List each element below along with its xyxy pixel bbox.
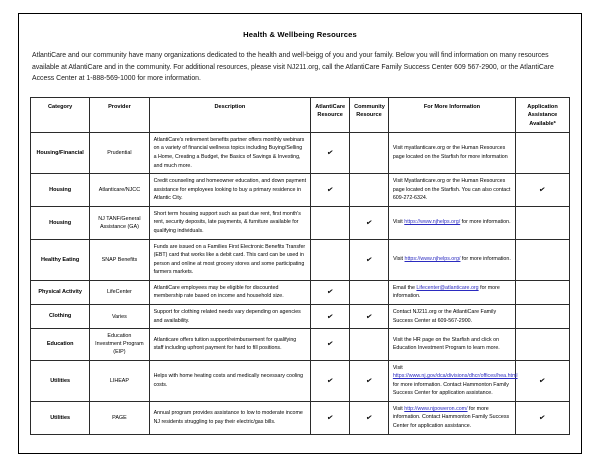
column-header-provider: Provider [90,97,149,132]
info-text-suffix: for more information. [392,284,500,300]
cell-community-resource-checkmark [350,174,389,207]
info-text-prefix: Visit [393,256,405,263]
checkmark-icon: ✔ [538,375,547,386]
cell-application-assistance-checkmark [516,401,570,434]
column-header-atlanticare-resource: AtlantiCare Resource [311,97,350,132]
cell-provider: Education Investment Program (EIP) [90,329,149,360]
cell-category: Utilities [31,401,90,434]
cell-provider: NJ TANF/General Assistance (GA) [90,206,149,239]
checkmark-icon: ✔ [538,412,547,423]
cell-application-assistance-checkmark [516,360,570,401]
table-body [31,132,570,434]
cell-atlanticare-resource-checkmark [311,401,350,434]
cell-atlanticare-resource-checkmark [311,174,350,207]
table-row [31,305,570,329]
cell-community-resource-checkmark [350,280,389,304]
table-row [31,360,570,401]
cell-atlanticare-resource-checkmark [311,239,350,280]
column-header-community-resource: Community Resource [350,97,389,132]
checkmark-icon: ✔ [326,412,334,423]
table-row [31,280,570,304]
cell-atlanticare-resource-checkmark [311,329,350,360]
info-text-prefix: Contact NJ211.org or the AtlantiCare Family Success Center at 609-567-2900. [392,309,497,324]
cell-category: Housing [31,174,90,207]
checkmark-icon: ✔ [326,311,334,322]
cell-description: Credit counseling and homeowner education, and down payment assistance for employees looking to buy a primary residence in Atlantic City. [149,174,311,207]
info-link[interactable]: http://www.njpoweron.com/ [404,405,468,412]
cell-more-information [388,239,515,280]
table-header-row [31,97,570,132]
column-header-category: Category [31,97,90,132]
cell-category: Healthy Eating [31,239,90,280]
cell-application-assistance-checkmark [516,305,570,329]
cell-community-resource-checkmark [350,329,389,360]
cell-category: Physical Activity [31,280,90,304]
cell-description: AtlantiCare employees may be eligible for discounted membership rate based on income and household size. [149,280,311,304]
checkmark-icon: ✔ [326,184,334,195]
cell-provider: Prudential [90,132,149,173]
table-row [31,132,570,173]
checkmark-icon: ✔ [326,338,334,349]
cell-more-information [388,401,515,434]
checkmark-icon: ✔ [365,254,373,265]
cell-more-information [388,174,515,207]
info-text-prefix: Visit the HR page on the Starfish and click on Education Investment Program to learn more. [392,336,500,352]
cell-atlanticare-resource-checkmark [311,280,350,304]
cell-community-resource-checkmark [350,206,389,239]
cell-more-information [388,305,515,329]
cell-application-assistance-checkmark [516,132,570,173]
resources-table [30,97,570,435]
cell-atlanticare-resource-checkmark [311,206,350,239]
cell-description: Support for clothing related needs vary depending on agencies and availability. [149,305,311,329]
info-text-prefix: Visit myatlanticare.org or the Human Resources page located on the Starfish for more information [392,145,508,160]
cell-category: Clothing [31,305,90,329]
cell-provider: LIHEAP [90,360,149,401]
cell-category: Housing [31,206,90,239]
column-header-description: Description [149,97,311,132]
cell-provider: Varies [90,305,149,329]
cell-provider: SNAP Benefits [90,239,149,280]
table-row [31,239,570,280]
cell-category: Education [31,329,90,360]
cell-description: Atlanticare offers tuition support/reimbursement for qualifying staff including upfront payment for hard to fill positions. [149,329,311,360]
column-header-application-assistance: Application Assistance Available* [516,97,570,132]
cell-provider: LifeCenter [90,280,149,304]
cell-provider: Atlanticare/NJCC [90,174,149,207]
info-text-suffix: for more information. Contact Hammonton Family Success Center for application assistance. [392,405,510,429]
cell-description: Short term housing support such as past due rent, first month's rent, security deposits, late payments, & furniture available for qualifying individuals. [149,206,311,239]
info-text-suffix: for more information. [460,256,511,263]
cell-category: Housing/Financial [31,132,90,173]
info-link[interactable]: https://www.nj.gov/dca/divisions/dhcr/offices/hea.html [392,373,518,380]
cell-more-information [388,206,515,239]
cell-more-information [388,132,515,173]
checkmark-icon: ✔ [326,375,334,386]
info-text-prefix: Visit Myatlanticare.org or the Human Resources page located on the Starfish. You can also contact 609-272-6324. [392,178,511,202]
cell-description: Helps with home heating costs and medically necessary cooling costs. [149,360,311,401]
cell-community-resource-checkmark [350,239,389,280]
table-row [31,401,570,434]
checkmark-icon: ✔ [365,217,373,228]
cell-community-resource-checkmark [350,401,389,434]
info-text-suffix: for more information. [460,219,511,226]
checkmark-icon: ✔ [326,287,334,297]
cell-community-resource-checkmark [350,132,389,173]
cell-community-resource-checkmark [350,305,389,329]
info-text-prefix: Visit [392,364,403,371]
cell-application-assistance-checkmark [516,174,570,207]
cell-application-assistance-checkmark [516,239,570,280]
cell-description: Annual program provides assistance to low to moderate income NJ residents struggling to pay their electric/gas bills. [149,401,311,434]
cell-more-information [388,280,515,304]
info-text-prefix: Visit [392,405,405,412]
cell-description: Funds are issued on a Families First Electronic Benefits Transfer (EBT) card that works like a debit card. This card can be used in person and online at most grocery stores and some participating farmers markets. [149,239,311,280]
checkmark-icon: ✔ [365,311,373,322]
cell-atlanticare-resource-checkmark [311,132,350,173]
info-link[interactable]: https://www.njhelps.org/ [404,256,461,263]
cell-atlanticare-resource-checkmark [311,305,350,329]
checkmark-icon: ✔ [538,184,547,195]
cell-more-information [388,329,515,360]
cell-more-information [388,360,518,401]
document-border-frame [18,13,582,454]
cell-category: Utilities [31,360,90,401]
cell-application-assistance-checkmark [516,206,570,239]
table-row [31,329,570,360]
intro-paragraph: AtlantiCare and our community have many organizations dedicated to the health and well-beigg of you and your family. Below you will find information on many resources available at AtlantiCare and in the community. For additional resources, please visit NJ211.org, call the AtlantiCare Family Success Center 609 567-2900, or the AtlantiCare Access Center at 1-888-569-1000 for more information. [32,52,554,83]
info-text-prefix: Visit [392,219,405,226]
info-text-prefix: Email the [392,284,417,291]
info-link[interactable]: Lifecenter@atlanticare.org [416,284,479,291]
info-text-suffix: for more information. Contact Hammonton Family Success Center for application assistance. [392,381,509,397]
info-link[interactable]: https://www.njhelps.org/ [404,219,461,226]
cell-application-assistance-checkmark [516,329,570,360]
table-row [31,206,570,239]
checkmark-icon: ✔ [365,375,373,386]
checkmark-icon: ✔ [365,412,373,423]
cell-application-assistance-checkmark [516,280,570,304]
table-header [31,97,570,132]
cell-description: AtlantiCare's retirement benefits partner offers monthly webinars on a variety of financial wellness topics including Buying/Selling a Home, Creating a Budget, the Basics of Savings & Investing, and much more. [149,132,311,173]
page-title: Health & Wellbeing Resources [243,30,357,39]
cell-atlanticare-resource-checkmark [311,360,350,401]
checkmark-icon: ✔ [326,147,334,158]
cell-community-resource-checkmark [350,360,389,401]
cell-provider: PAGE [90,401,149,434]
column-header-more-information: For More Information [388,97,515,132]
table-row [31,174,570,207]
